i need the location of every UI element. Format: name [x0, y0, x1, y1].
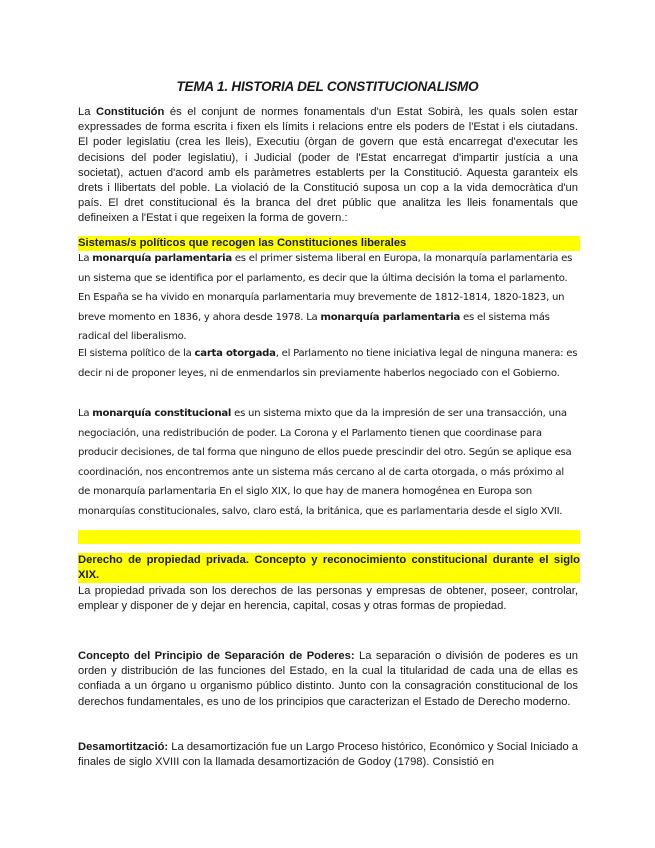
paragraph-granted-charter — [78, 344, 578, 383]
intro-term: Constitución — [95, 106, 165, 118]
p3-text-1: La — [78, 408, 93, 419]
desamortization-term: Desamortització: — [78, 741, 169, 753]
intro-paragraph — [78, 105, 578, 227]
separation-text: La separación o división de poderes es un orden y distribución de las funciones del Estado, en la cual la titularidad de cada una de ellas es confiada a un órgano u organismo público distinto. Junto con la consagración constitucional de los derechos fundamentales, es uno de los principios que caracterizan el Estado de Derecho moderno. — [78, 650, 578, 708]
paragraph-private-property: La propiedad privada son los derechos de las personas y empresas de obtener, poseer, controlar, emplear y disponer de y dejar en herencia, capital, cosas y otras formas de propiedad. — [78, 585, 578, 613]
paragraph-desamortization — [78, 740, 578, 770]
intro-text: és el conjunt de normes fonamentals d'un Estat Sobirà, les quals solen estar expressades de forma escrita i fixen els límits i relacions entre els poders de l'Estat i els ciutadans. El poder legislatiu (crea les lleis), Executiu (òrgan de govern que està encarregat d'executar les decisions del poder legislatiu), i Judicial (poder de l'Estat encarregat d'impartir justícia a una societat), actuen d'acord amb els paràmetres establerts per la Constitució. Aquesta garanteix els drets i llibertats del poble. La violació de la Constitució suposa un cop a la vida democràtica d'un país. El dret constitucional és la branca del dret públic que analitza les lleis fonamentals que defineixen a l'Estat i que regeixen la forma de govern.: — [78, 106, 578, 225]
section-heading-private-property: Derecho de propiedad privada. Concepto y reconocimiento constitucional durante el siglo XIX. — [78, 553, 580, 583]
p2-bold-1: carta otorgada — [194, 348, 276, 359]
desamortization-text: La desamortización fue un Largo Proceso histórico, Económico y Social Iniciado a finales de siglo XVIII con la llamada desamortización de Godoy (1798). Consistió en — [78, 741, 578, 769]
p2-text-1: El sistema político de la — [78, 348, 195, 359]
paragraph-separation-of-powers — [78, 649, 578, 710]
p3-text-2: es un sistema mixto que da la impresión de ser una transacción, una negociación, una redistribución de poder. La Corona y el Parlamento tienen que coordinase para producir decisiones, de tal forma que ninguno de ellos puede prescindir del otro. Según se aplique esa coordinación, nos encontremos ante un sistema más cercano al de carta otorgada, o más próximo al de monarquía parlamentaria En el siglo XIX, lo que hay de manera homogénea en Europa son monarquías constitucionales, salvo, claro está, la británica, que es parlamentaria desde el siglo XVII. — [78, 408, 572, 517]
paragraph-parliamentary-monarchy — [78, 249, 578, 347]
highlight-spacer-bar — [78, 530, 580, 544]
p2-text-2: , el Parlamento no tiene iniciativa legal de ninguna manera: es decir ni de proponer leyes, ni de enmendarlos sin previamente haberlos negociado con el Gobierno. — [78, 348, 578, 379]
p1-bold-1: monarquía parlamentaria — [92, 253, 232, 264]
intro-lead: La — [78, 106, 96, 118]
p1-text-1: La — [78, 253, 93, 264]
separation-term: Concepto del Principio de Separación de Poderes: — [78, 650, 355, 662]
section-heading-political-systems: Sistemas/s políticos que recogen las Constituciones liberales — [78, 236, 580, 251]
p1-text-3: es el sistema más radical del liberalismo. — [78, 311, 550, 342]
p1-text-2: es el primer sistema liberal en Europa, la monarquía parlamentaria es un sistema que se identifica por el parlamento, es decir que la última decisión la toma el parlamento. En España se ha vivido en monarquía parlamentaria muy brevemente de 1812-1814, 1820-1823, un breve momento en 1836, y ahora desde 1978. La — [78, 253, 573, 323]
paragraph-constitutional-monarchy — [78, 404, 578, 521]
p1-bold-2: monarquía parlamentaria — [320, 311, 461, 323]
p3-bold-1: monarquía constitucional — [92, 408, 232, 419]
page-title: TEMA 1. HISTORIA DEL CONSTITUCIONALISMO — [176, 79, 479, 94]
